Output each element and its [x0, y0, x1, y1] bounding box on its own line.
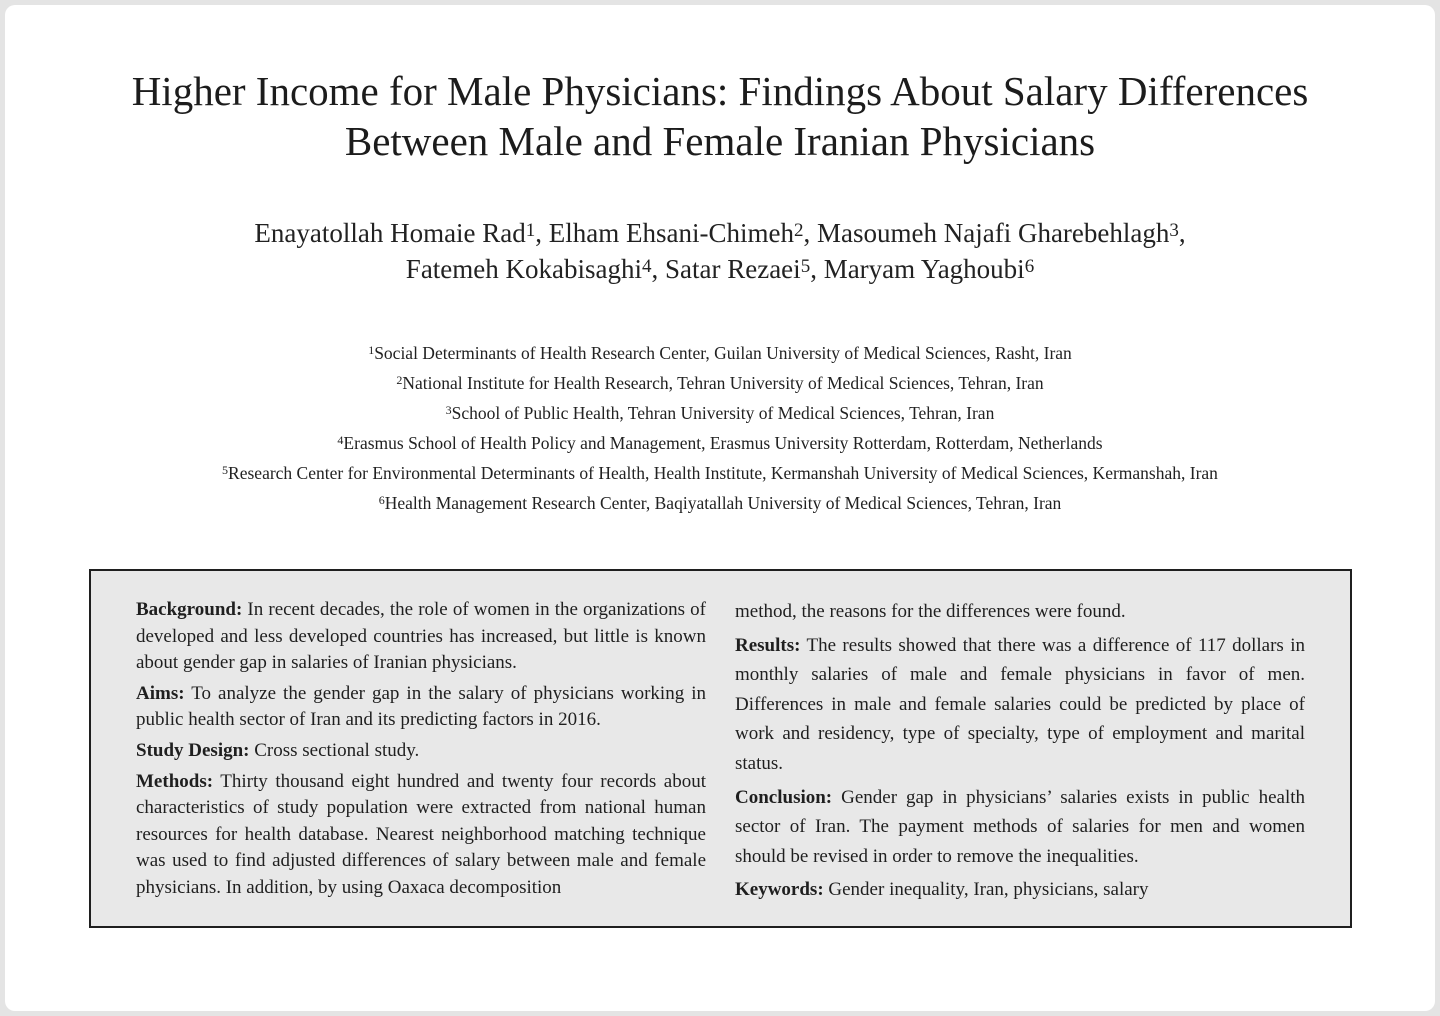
- section-text: The results showed that there was a difference of 117 dollars in monthly salaries of male and female physicians in favor of men. Differences in male and female salaries could be predicted by place of work and residency, type of specialty, type of employment and marital status.: [735, 634, 1305, 774]
- affiliation: [0, 398, 1440, 428]
- affiliation-text: School of Public Health, Tehran University of Medical Sciences, Tehran, Iran: [451, 403, 995, 423]
- affiliation-number: 1: [368, 343, 375, 357]
- affiliation-text: National Institute for Health Research, Tehran University of Medical Sciences, Tehran, Iran: [402, 373, 1044, 393]
- author-name: Maryam Yaghoubi: [823, 254, 1025, 284]
- author-line-1: [0, 215, 1440, 251]
- section-text: method, the reasons for the differences were found.: [735, 601, 1126, 622]
- affiliation-number: 4: [337, 433, 344, 447]
- affiliation-text: Social Determinants of Health Research Center, Guilan University of Medical Sciences, Rasht, Iran: [374, 343, 1072, 363]
- affiliation: [0, 428, 1440, 458]
- author-separator: ,: [1178, 218, 1186, 248]
- author-affiliation-number: 4: [642, 256, 652, 277]
- author-line-2: [0, 251, 1440, 287]
- abstract-background: [136, 597, 706, 677]
- abstract-keywords: [735, 875, 1305, 905]
- author-affiliation-number: 5: [800, 256, 811, 277]
- author-name: Fatemeh Kokabisaghi: [405, 254, 642, 284]
- author-separator: ,: [810, 254, 824, 284]
- abstract-study-design: [136, 738, 706, 765]
- author-separator: ,: [651, 254, 665, 284]
- abstract-results: [735, 631, 1305, 779]
- affiliation-number: 3: [445, 403, 452, 417]
- abstract-box: [89, 569, 1352, 928]
- section-text: In recent decades, the role of women in the organizations of developed and less developed countries has increased, but little is known about gender gap in salaries of Iranian physicians.: [136, 599, 707, 674]
- author-separator: ,: [803, 218, 817, 248]
- affiliation-number: 5: [222, 463, 229, 477]
- title-line-1: Higher Income for Male Physicians: Findings About Salary Differences: [131, 68, 1309, 114]
- abstract-right-column: [735, 597, 1305, 909]
- affiliation-list: [0, 338, 1440, 518]
- section-label: Aims:: [136, 682, 185, 704]
- paper-title: [0, 66, 1440, 166]
- abstract-left-column: [136, 597, 706, 906]
- author-affiliation-number: 2: [794, 220, 804, 241]
- affiliation-text: Research Center for Environmental Determinants of Health, Health Institute, Kermanshah University of Medical Sciences, Kermanshah, Iran: [228, 463, 1218, 483]
- affiliation-text: Erasmus School of Health Policy and Management, Erasmus University Rotterdam, Rotterdam, Netherlands: [343, 433, 1103, 453]
- author-affiliation-number: 1: [525, 220, 536, 241]
- author-affiliation-number: 3: [1169, 220, 1179, 241]
- section-label: Results:: [735, 634, 801, 656]
- affiliation-number: 6: [378, 493, 385, 507]
- author-separator: ,: [535, 218, 549, 248]
- abstract-methods: [136, 769, 706, 902]
- abstract-aims: [136, 681, 706, 734]
- section-label: Keywords:: [735, 879, 824, 901]
- affiliation: [0, 368, 1440, 398]
- abstract-methods-continued: [735, 597, 1305, 627]
- author-affiliation-number: 6: [1024, 256, 1035, 277]
- section-label: Study Design:: [136, 739, 250, 761]
- title-line-2: Between Male and Female Iranian Physicians: [344, 118, 1096, 164]
- section-text: Gender inequality, Iran, physicians, salary: [828, 879, 1149, 901]
- section-label: Methods:: [136, 770, 214, 792]
- section-text: Cross sectional study.: [254, 739, 420, 761]
- author-list: [0, 215, 1440, 287]
- section-label: Conclusion:: [735, 786, 833, 808]
- author-name: Enayatollah Homaie Rad: [254, 218, 526, 248]
- author-name: Masoumeh Najafi Gharebehlagh: [817, 218, 1170, 248]
- affiliation: [0, 458, 1440, 488]
- section-text: Gender gap in physicians’ salaries exists in public health sector of Iran. The payment methods of salaries for men and women should be revised in order to remove the inequalities.: [735, 786, 1306, 867]
- abstract-conclusion: [735, 783, 1305, 872]
- affiliation: [0, 338, 1440, 368]
- section-label: Background:: [136, 599, 243, 620]
- author-name: Elham Ehsani-Chimeh: [548, 218, 794, 248]
- section-text: To analyze the gender gap in the salary of physicians working in public health sector of Iran and its predicting factors in 2016.: [136, 682, 706, 731]
- affiliation-number: 2: [396, 373, 403, 387]
- author-name: Satar Rezaei: [665, 254, 801, 284]
- section-text: Thirty thousand eight hundred and twenty four records about characteristics of study population were extracted from national human resources for health database. Nearest neighborhood matching technique was used to find adjusted differences of salary between male and female physicians. In addition, by using Oaxaca decomposition: [136, 770, 706, 898]
- affiliation: [0, 488, 1440, 518]
- affiliation-text: Health Management Research Center, Baqiyatallah University of Medical Sciences, Tehran, Iran: [384, 493, 1062, 513]
